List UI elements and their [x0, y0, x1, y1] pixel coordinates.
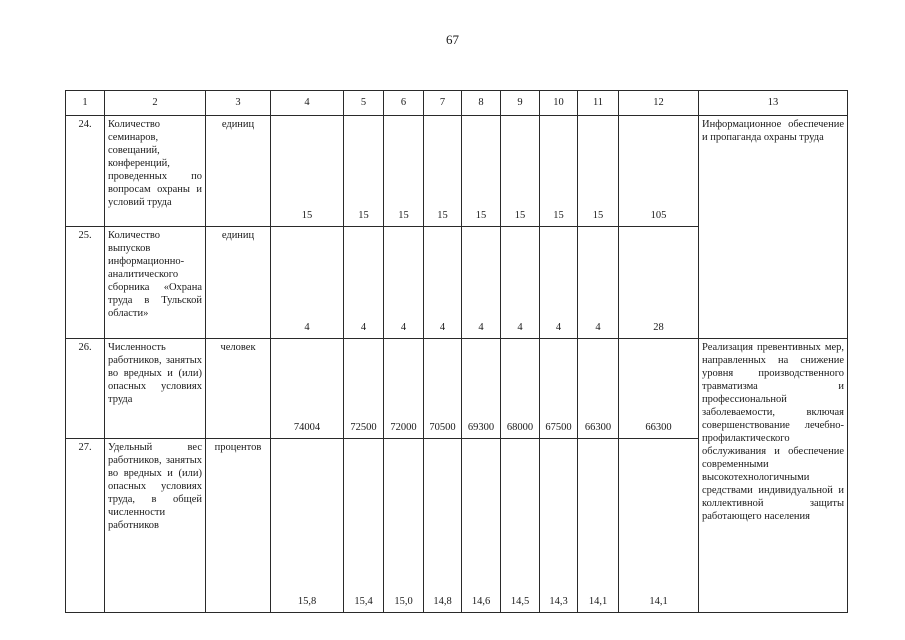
total-cell: 14,1	[619, 439, 699, 613]
value-cell: 15	[271, 115, 344, 227]
row-index: 27.	[66, 439, 105, 613]
value-cell: 66300	[578, 339, 619, 439]
column-header: 9	[501, 91, 540, 116]
value-cell: 14,8	[424, 439, 462, 613]
row-index: 26.	[66, 339, 105, 439]
value-cell: 15,8	[271, 439, 344, 613]
value-cell: 72500	[344, 339, 384, 439]
measure-note: Информационное обеспечение и пропаганда охраны труда	[699, 115, 848, 339]
row-index: 24.	[66, 115, 105, 227]
value-cell: 69300	[462, 339, 501, 439]
value-cell: 4	[578, 227, 619, 339]
column-header: 8	[462, 91, 501, 116]
value-cell: 70500	[424, 339, 462, 439]
value-cell: 15	[578, 115, 619, 227]
value-cell: 74004	[271, 339, 344, 439]
indicator-name: Количество выпусков информационно-аналитического сборника «Охрана труда в Тульской области»	[105, 227, 206, 339]
unit-cell: процентов	[206, 439, 271, 613]
column-header: 4	[271, 91, 344, 116]
column-header: 10	[540, 91, 578, 116]
table-row	[66, 115, 848, 227]
column-header: 7	[424, 91, 462, 116]
value-cell: 15	[424, 115, 462, 227]
indicators-table	[65, 90, 848, 613]
page-number: 67	[446, 32, 459, 47]
value-cell: 15	[344, 115, 384, 227]
row-index: 25.	[66, 227, 105, 339]
value-cell: 15,4	[344, 439, 384, 613]
column-number-row	[66, 91, 848, 116]
unit-cell: человек	[206, 339, 271, 439]
value-cell: 68000	[501, 339, 540, 439]
column-header: 2	[105, 91, 206, 116]
value-cell: 4	[501, 227, 540, 339]
unit-cell: единиц	[206, 115, 271, 227]
total-cell: 28	[619, 227, 699, 339]
value-cell: 15	[462, 115, 501, 227]
column-header: 6	[384, 91, 424, 116]
column-header: 11	[578, 91, 619, 116]
value-cell: 4	[344, 227, 384, 339]
value-cell: 14,1	[578, 439, 619, 613]
total-cell: 105	[619, 115, 699, 227]
value-cell: 4	[424, 227, 462, 339]
value-cell: 14,6	[462, 439, 501, 613]
indicator-name: Количество семинаров, совещаний, конференций, проведенных по вопросам охраны и условий труда	[105, 115, 206, 227]
column-header: 3	[206, 91, 271, 116]
value-cell: 67500	[540, 339, 578, 439]
column-header: 5	[344, 91, 384, 116]
value-cell: 4	[540, 227, 578, 339]
table-row	[66, 339, 848, 439]
value-cell: 72000	[384, 339, 424, 439]
value-cell: 14,3	[540, 439, 578, 613]
indicator-name: Численность работников, занятых во вредных и (или) опасных условиях труда	[105, 339, 206, 439]
column-header: 13	[699, 91, 848, 116]
column-header: 1	[66, 91, 105, 116]
measure-note: Реализация превентивных мер, направленных на снижение уровня производственного травматизма и профессиональной заболеваемости, включая совершенствование лечебно-профилактического обслуживания и обеспечение современными высокотехнологичными средствами индивидуальной и коллективной защиты работающего населения	[699, 339, 848, 613]
total-cell: 66300	[619, 339, 699, 439]
value-cell: 15	[501, 115, 540, 227]
value-cell: 14,5	[501, 439, 540, 613]
value-cell: 15,0	[384, 439, 424, 613]
unit-cell: единиц	[206, 227, 271, 339]
value-cell: 4	[384, 227, 424, 339]
value-cell: 4	[462, 227, 501, 339]
indicator-name: Удельный вес работников, занятых во вредных и (или) опасных условиях труда, в общей численности работников	[105, 439, 206, 613]
value-cell: 4	[271, 227, 344, 339]
column-header: 12	[619, 91, 699, 116]
value-cell: 15	[384, 115, 424, 227]
value-cell: 15	[540, 115, 578, 227]
